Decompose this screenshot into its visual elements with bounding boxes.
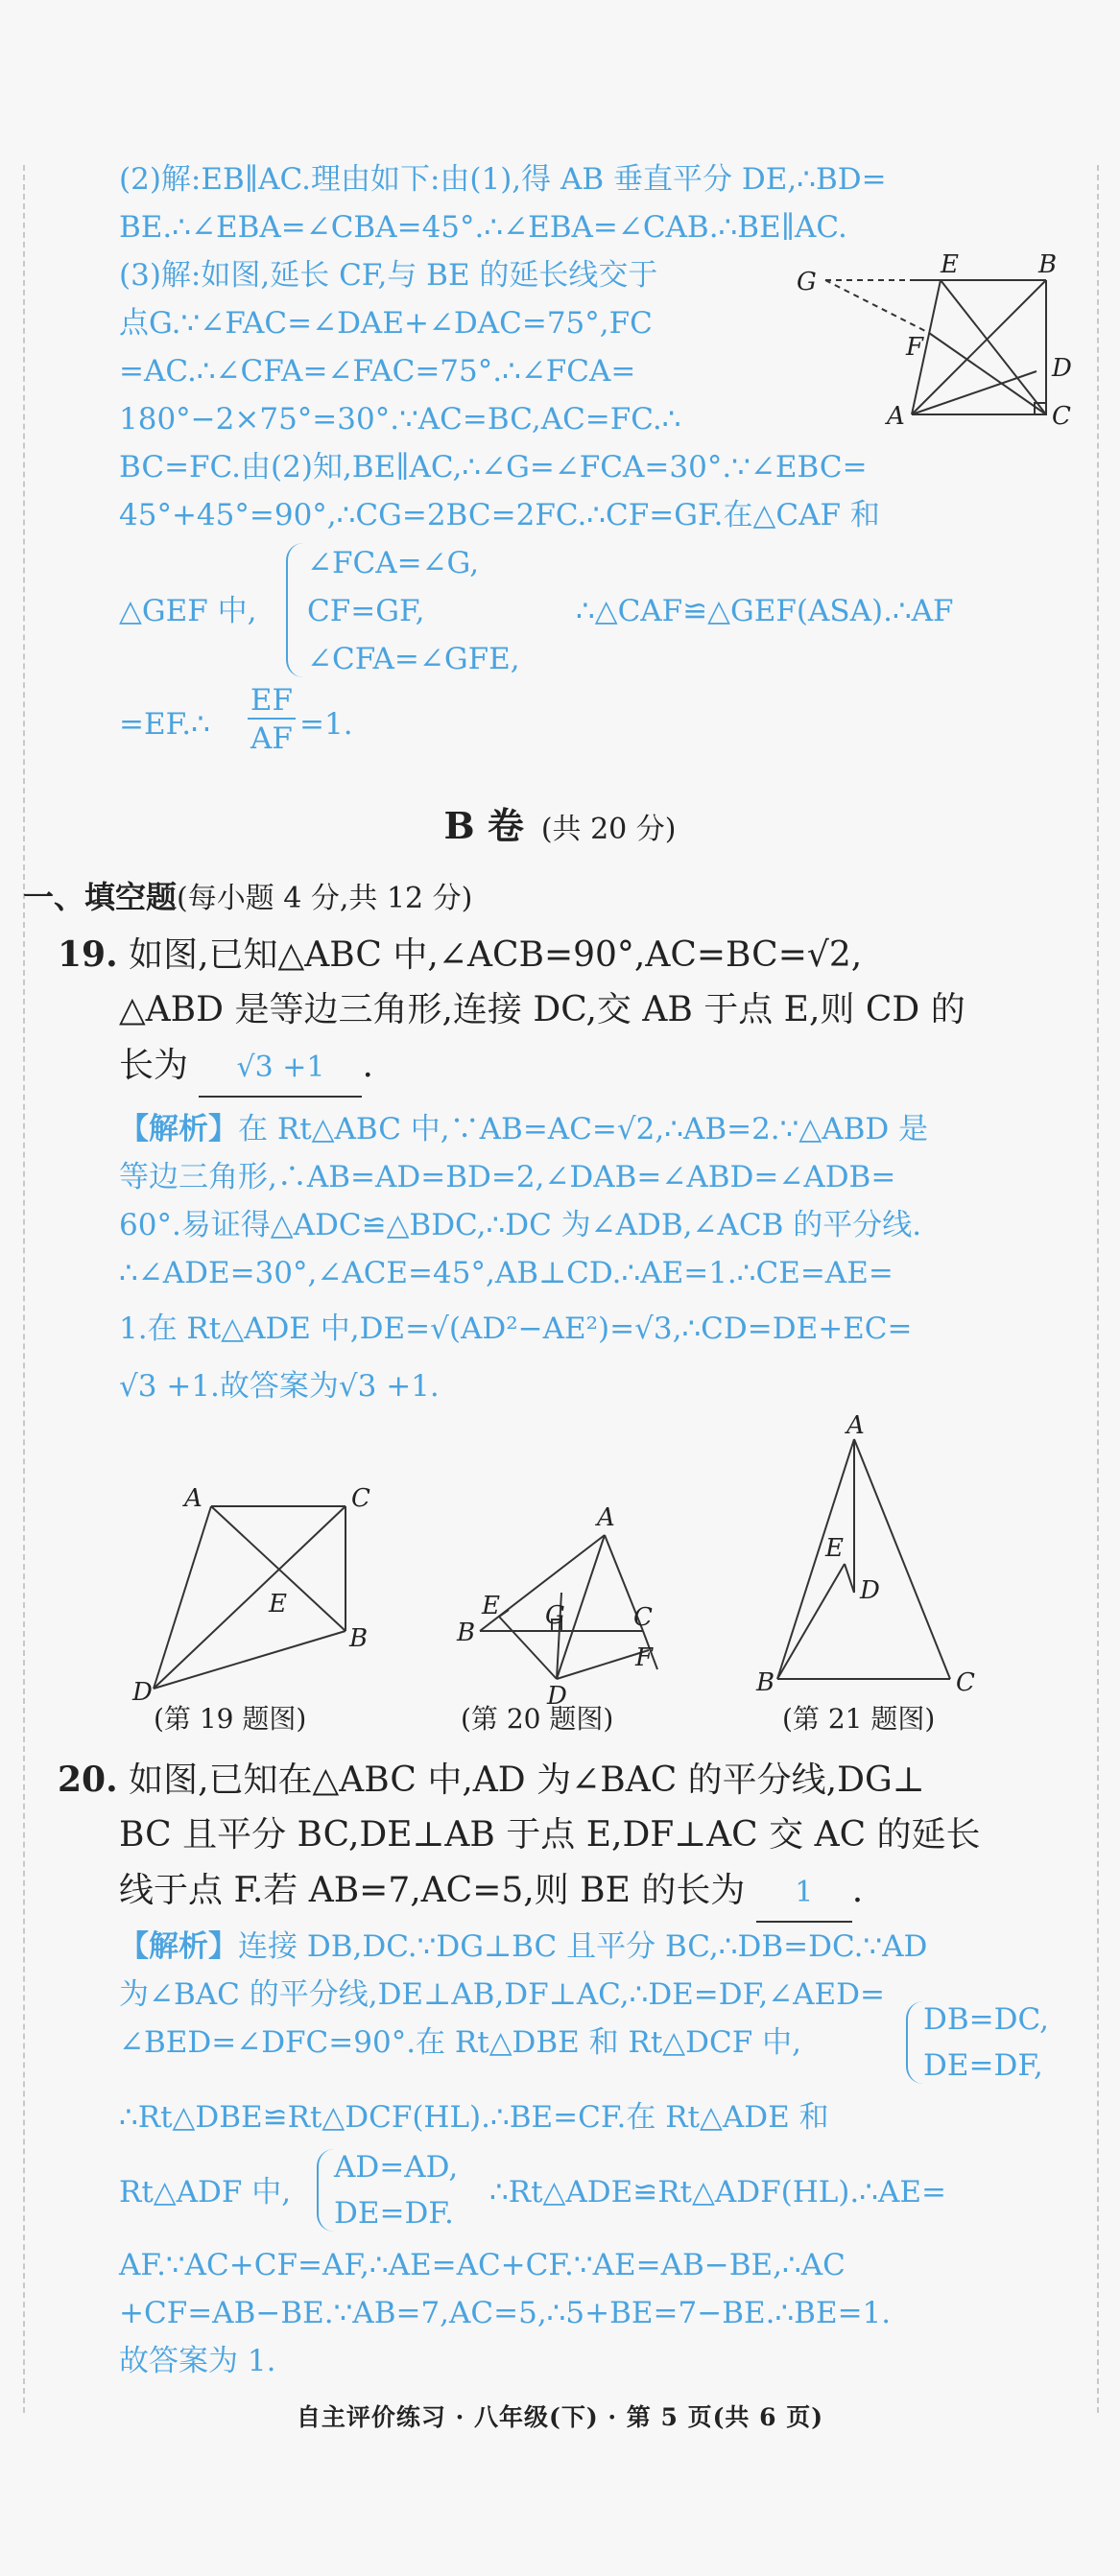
q20-system1-brace bbox=[906, 2001, 923, 2084]
section-heading-note: (每小题 4 分,共 12 分) bbox=[177, 882, 473, 915]
f20-label-G: G bbox=[545, 1601, 565, 1630]
q20-answer-blank: 1 bbox=[756, 1865, 852, 1923]
left-dashed-margin bbox=[23, 165, 25, 2413]
section-title-note: (共 20 分) bbox=[540, 813, 677, 846]
q19-text-3: 长为 bbox=[119, 1046, 189, 1085]
label-D: D bbox=[1052, 354, 1072, 383]
q20-solution-2: 为∠BAC 的平分线,DE⊥AB,DF⊥AC,∴DE=DF,∠AED= bbox=[119, 1977, 885, 2012]
part3-line5: BC=FC.由(2)知,BE∥AC,∴∠G=∠FCA=30°.∵∠EBC= bbox=[119, 450, 868, 484]
q20-line3 bbox=[119, 1863, 863, 1923]
figure-19 bbox=[125, 1477, 393, 1708]
q19-solution-6: √3 +1.故答案为√3 +1. bbox=[119, 1369, 440, 1404]
f21-label-D: D bbox=[860, 1576, 880, 1605]
part3-system-eq3: ∠CFA=∠GFE, bbox=[307, 642, 520, 676]
q20-solution-5-conclusion: ∴Rt△ADE≌Rt△ADF(HL).∴AE= bbox=[489, 2175, 946, 2210]
part3-line7-end: =1. bbox=[299, 707, 353, 742]
part3-system-prefix: △GEF 中, bbox=[119, 594, 257, 628]
figure-20-caption: (第 20 题图) bbox=[461, 1703, 614, 1735]
q20-solution-1 bbox=[119, 1923, 927, 1971]
figure-21-caption: (第 21 题图) bbox=[782, 1703, 936, 1735]
part3-line7: =EF.∴ bbox=[119, 707, 210, 742]
label-E: E bbox=[941, 251, 959, 279]
part3-figure bbox=[787, 251, 1075, 434]
q20-system2-eq1: AD=AD, bbox=[334, 2150, 459, 2185]
part3-system-brace bbox=[286, 543, 303, 677]
page-footer: 自主评价练习 · 八年级(下) · 第 5 页(共 6 页) bbox=[296, 2403, 824, 2431]
part3-line3: =AC.∴∠CFA=∠FAC=75°.∴∠FCA= bbox=[119, 354, 636, 389]
q19-text-1: 如图,已知△ABC 中,∠ACB=90°,AC=BC=√2, bbox=[129, 935, 863, 975]
q20-system1-eq1: DB=DC, bbox=[923, 2002, 1049, 2037]
q20-solution-5-prefix: Rt△ADF 中, bbox=[119, 2175, 292, 2210]
q19-line3 bbox=[119, 1038, 373, 1098]
f21-label-A: A bbox=[846, 1411, 865, 1440]
f19-label-C: C bbox=[351, 1484, 370, 1513]
section-heading-main: 一、填空题 bbox=[23, 879, 178, 915]
q20-text-3: 线于点 F.若 AB=7,AC=5,则 BE 的长为 bbox=[119, 1871, 746, 1910]
f20-label-E: E bbox=[482, 1592, 500, 1620]
right-dashed-margin bbox=[1097, 165, 1099, 2413]
q20-line2: BC 且平分 BC,DE⊥AB 于点 E,DF⊥AC 交 AC 的延长 bbox=[119, 1815, 981, 1855]
part3-line1: (3)解:如图,延长 CF,与 BE 的延长线交于 bbox=[119, 258, 658, 293]
q19-solution-5: 1.在 Rt△ADE 中,DE=√(AD²−AE²)=√3,∴CD=DE+EC= bbox=[119, 1312, 913, 1346]
q19-solution-4: ∴∠ADE=30°,∠ACE=45°,AB⊥CD.∴AE=1.∴CE=AE= bbox=[119, 1256, 894, 1290]
part3-line6: 45°+45°=90°,∴CG=2BC=2FC.∴CF=GF.在△CAF 和 bbox=[119, 498, 880, 532]
part3-line2: 点G.∵∠FAC=∠DAE+∠DAC=75°,FC bbox=[119, 306, 653, 341]
q19-line1 bbox=[58, 927, 862, 983]
f21-label-B: B bbox=[756, 1668, 775, 1697]
q20-solution-4: ∴Rt△DBE≌Rt△DCF(HL).∴BE=CF.在 Rt△ADE 和 bbox=[119, 2100, 829, 2135]
q19-solution-2: 等边三角形,∴AB=AD=BD=2,∠DAB=∠ABD=∠ADB= bbox=[119, 1160, 896, 1194]
part3-line4: 180°−2×75°=30°.∵AC=BC,AC=FC.∴ bbox=[119, 402, 681, 437]
fraction-numerator: EF bbox=[248, 683, 296, 720]
f19-label-B: B bbox=[349, 1624, 369, 1653]
figure-20 bbox=[441, 1477, 691, 1708]
q20-system2-brace bbox=[317, 2149, 334, 2232]
q20-period: . bbox=[851, 1871, 864, 1910]
q19-period: . bbox=[362, 1046, 373, 1085]
label-A: A bbox=[887, 402, 905, 431]
q19-answer-blank: √3 +1 bbox=[199, 1040, 362, 1098]
q20-solution-6: AF.∵AC+CF=AF,∴AE=AC+CF.∵AE=AB−BE,∴AC bbox=[119, 2248, 846, 2282]
section-heading bbox=[23, 873, 472, 917]
f19-label-D: D bbox=[132, 1678, 153, 1707]
q20-line1 bbox=[58, 1752, 925, 1808]
q19-solution-1-text: 在 Rt△ABC 中,∵AB=AC=√2,∴AB=2.∵△ABD 是 bbox=[238, 1112, 929, 1146]
q20-solution-tag: 【解析】 bbox=[119, 1929, 238, 1964]
f20-label-C: C bbox=[633, 1603, 653, 1632]
part3-system-eq1: ∠FCA=∠G, bbox=[307, 546, 480, 580]
f21-label-C: C bbox=[956, 1668, 975, 1697]
part3-system-conclusion: ∴△CAF≌△GEF(ASA).∴AF bbox=[576, 594, 954, 628]
f20-label-F: F bbox=[635, 1643, 654, 1672]
q20-system1-eq2: DE=DF, bbox=[923, 2048, 1043, 2083]
part2-line2: BE.∴∠EBA=∠CBA=45°.∴∠EBA=∠CAB.∴BE∥AC. bbox=[119, 210, 847, 245]
figure-21 bbox=[739, 1410, 1027, 1708]
figure-19-caption: (第 19 题图) bbox=[154, 1703, 307, 1735]
q19-solution-tag: 【解析】 bbox=[119, 1112, 238, 1146]
f20-label-B: B bbox=[457, 1619, 476, 1647]
q20-number: 20. bbox=[58, 1760, 118, 1800]
section-title-main: B 卷 bbox=[443, 804, 524, 847]
q19-solution-1 bbox=[119, 1105, 928, 1153]
f20-label-A: A bbox=[597, 1503, 615, 1532]
f19-label-A: A bbox=[184, 1484, 203, 1513]
q20-solution-1-text: 连接 DB,DC.∵DG⊥BC 且平分 BC,∴DB=DC.∵AD bbox=[238, 1929, 928, 1964]
f19-label-E: E bbox=[269, 1590, 287, 1619]
section-title bbox=[0, 796, 1120, 849]
q20-solution-7: +CF=AB−BE.∵AB=7,AC=5,∴5+BE=7−BE.∴BE=1. bbox=[119, 2296, 892, 2330]
label-B: B bbox=[1038, 251, 1058, 279]
fraction-denominator: AF bbox=[250, 721, 293, 756]
label-C: C bbox=[1052, 402, 1071, 431]
f20-label-D: D bbox=[547, 1682, 567, 1708]
q20-solution-8: 故答案为 1. bbox=[119, 2344, 276, 2378]
q19-solution-3: 60°.易证得△ADC≌△BDC,∴DC 为∠ADB,∠ACB 的平分线. bbox=[119, 1208, 922, 1242]
f21-label-E: E bbox=[825, 1534, 844, 1563]
q20-solution-3: ∠BED=∠DFC=90°.在 Rt△DBE 和 Rt△DCF 中, bbox=[119, 2025, 801, 2060]
q19-number: 19. bbox=[58, 934, 118, 975]
label-F: F bbox=[906, 333, 924, 362]
label-G: G bbox=[797, 268, 817, 296]
q20-text-1: 如图,已知在△ABC 中,AD 为∠BAC 的平分线,DG⊥ bbox=[129, 1761, 925, 1800]
part2-line1: (2)解:EB∥AC.理由如下:由(1),得 AB 垂直平分 DE,∴BD= bbox=[119, 162, 887, 197]
part3-system-eq2: CF=GF, bbox=[307, 594, 425, 628]
q20-system2-eq2: DE=DF. bbox=[334, 2196, 454, 2231]
q19-line2: △ABD 是等边三角形,连接 DC,交 AB 于点 E,则 CD 的 bbox=[119, 990, 965, 1029]
